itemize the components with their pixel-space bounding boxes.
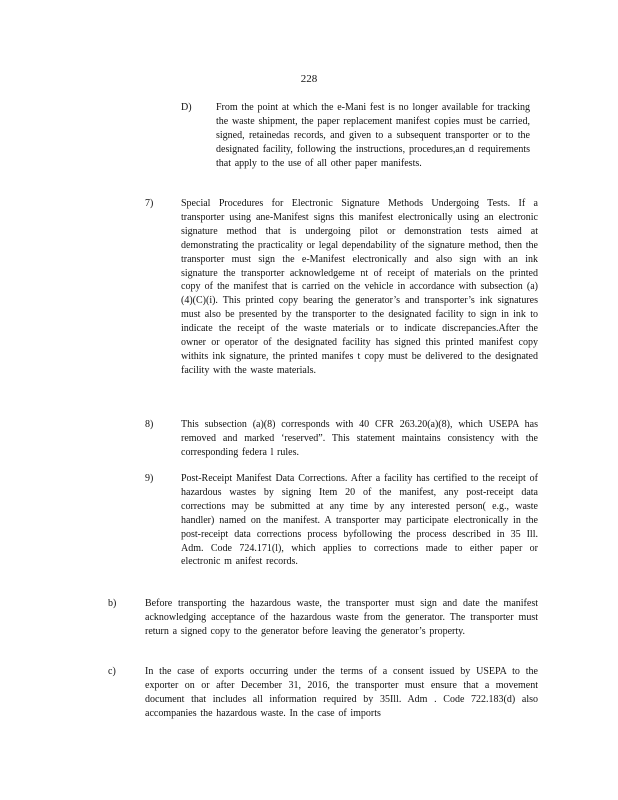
paragraph-marker: 7) <box>145 198 154 209</box>
paragraph-text: From the point at which the e-Mani fest is no longer available for tracking the waste shipment, the paper replacement manifest copies must be carried, signed, retainedas records, and given to a subsequent transporter or to the designated facility, following the instructions, procedures,an d requirements that apply to the use of all other paper manifests. <box>216 102 530 169</box>
paragraph-text: Special Procedures for Electronic Signature Methods Undergoing Tests. If a transporter using ane-Manifest signs this manifest electronically using an electronic signature method that is undergoing pilot or demonstration tests aimed at demonstrating the practicality or legal dependability of the signature method, then the transporter must sign the e-Manifest electronically and also sign with an ink signature the transporter acknowledgeme nt of receipt of materials on the printed copy of the manifest that is carried on the vehicle in accordance with subsection (a)(4)(C)(i). This printed copy bearing the generator’s and transporter’s ink signatures must also be presented by the transporter to the designated facility to sign in ink to indicate the receipt of the waste materials or to indicate discrepancies.After the owner or operator of the designated facility has signed this printed manifest copy withits ink signature, the printed manifes t copy must be delivered to the designated facility with the waste materials. <box>181 198 538 376</box>
paragraph-marker: 8) <box>145 419 154 430</box>
paragraph-marker: c) <box>108 666 116 677</box>
paragraph-text: This subsection (a)(8) corresponds with 40 CFR 263.20(a)(8), which USEPA has removed and marked ‘reserved”. This statement maintains consistency with the corresponding federa l rules. <box>181 419 538 458</box>
paragraph-text: Before transporting the hazardous waste, the transporter must sign and date the manifest acknowledging acceptance of the hazardous waste from the generator. The transporter must return a signed copy to the generator before leaving the generator’s property. <box>145 598 538 637</box>
paragraph-marker: b) <box>108 598 117 609</box>
paragraph-text: Post-Receipt Manifest Data Corrections. After a facility has certified to the receipt of hazardous wastes by signing Item 20 of the manifest, any post-receipt data corrections may be submitted at any time by any interested person( e.g., waste handler) named on the manifest. A transporter may participate electronically in the post-receipt data corrections process byfollowing the process described in 35 Ill. Adm. Code 724.171(l), which applies to corrections made to either paper or electronic m anifest records. <box>181 473 538 568</box>
paragraph-marker: 9) <box>145 473 154 484</box>
paragraph-marker: D) <box>181 102 192 113</box>
paragraph-text: In the case of exports occurring under the terms of a consent issued by USEPA to the exporter on or after December 31, 2016, the transporter must ensure that a movement document that includes all information required by 35Ill. Adm . Code 722.183(d) also accompanies the hazardous waste. In the case of imports <box>145 666 538 719</box>
page-number: 228 <box>300 73 318 85</box>
